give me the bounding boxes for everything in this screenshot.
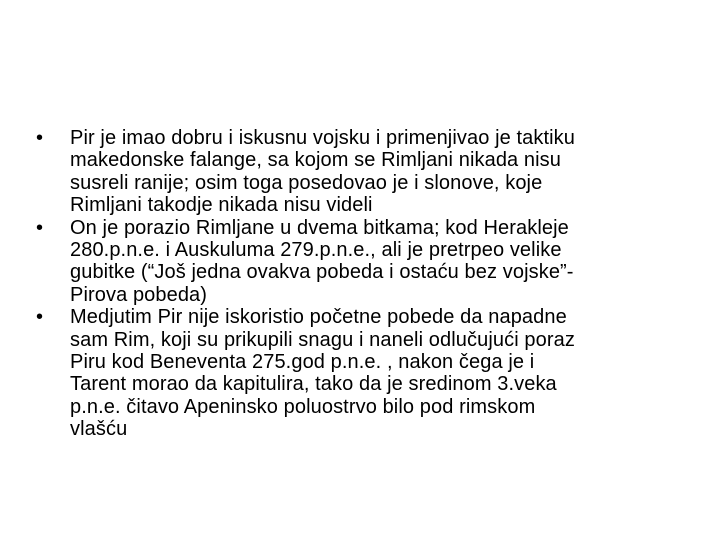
- bullet-line: Tarent morao da kapitulira, tako da je sredinom 3.veka: [70, 373, 557, 396]
- bullet-line: makedonske falange, sa kojom se Rimljani nikada nisu: [70, 149, 562, 172]
- bullet-line: On je porazio Rimljane u dvema bitkama; kod Herakleje: [70, 216, 569, 239]
- bullet-item-pir-army: [36, 127, 686, 217]
- bullet-list: [36, 127, 686, 441]
- bullet-line: susreli ranije; osim toga posedovao je i slonove, koje: [70, 171, 543, 194]
- bullet-line: Rimljani takodje nikada nisu videli: [70, 194, 373, 217]
- bullet-mark: •: [36, 306, 44, 329]
- bullet-line: gubitke (“Još jedna ovakva pobeda i ostaću bez vojske”-: [70, 261, 574, 284]
- bullet-mark: •: [36, 216, 44, 239]
- bullet-line: Pir je imao dobru i iskusnu vojsku i primenjivao je taktiku: [70, 127, 576, 149]
- bullet-item-pyrrhic-victories: [36, 217, 686, 307]
- bullet-line: Pirova pobeda): [70, 283, 208, 306]
- bullet-item-defeat-at-beneventum: [36, 306, 686, 440]
- bullet-line: Medjutim Pir nije iskoristio početne pobede da napadne: [70, 306, 567, 329]
- bullet-mark: •: [36, 127, 44, 149]
- bullet-line: sam Rim, koji su prikupili snagu i naneli odlučujući poraz: [70, 328, 575, 351]
- bullet-line: p.n.e. čitavo Apeninsko poluostrvo bilo pod rimskom: [70, 395, 536, 418]
- bullet-line: Piru kod Beneventa 275.god p.n.e. , nakon čega je i: [70, 351, 535, 374]
- bullet-line: 280.p.n.e. i Auskuluma 279.p.n.e., ali je pretrpeo velike: [70, 239, 562, 262]
- bullet-line: vlašću: [70, 418, 128, 441]
